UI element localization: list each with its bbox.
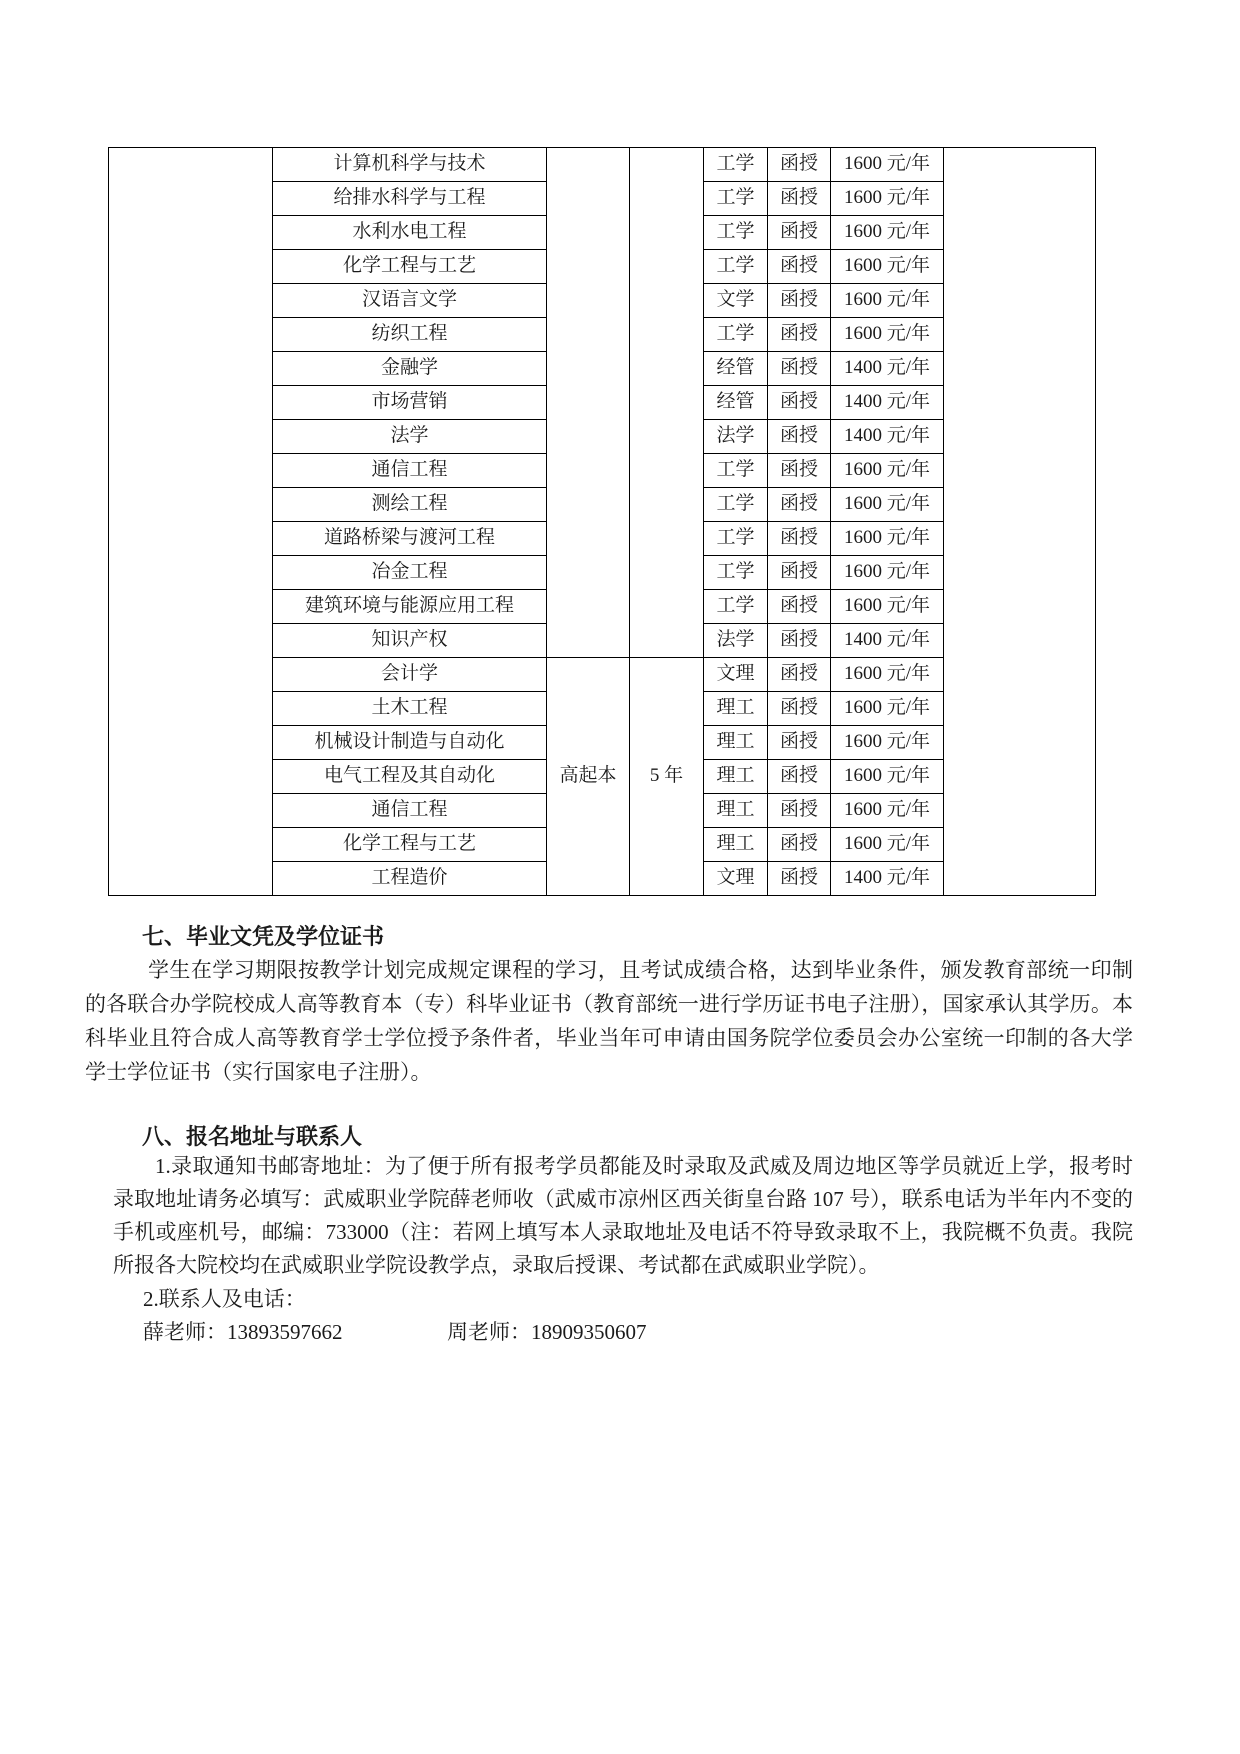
- study-form-cell: 函授: [768, 250, 831, 284]
- category-cell: 工学: [704, 148, 768, 182]
- fee-cell: 1600 元/年: [831, 148, 944, 182]
- study-form-cell: 函授: [768, 760, 831, 794]
- study-form-cell: 函授: [768, 284, 831, 318]
- study-form-cell: 函授: [768, 352, 831, 386]
- empty-right-cell: [944, 148, 1096, 896]
- fee-cell: 1600 元/年: [831, 590, 944, 624]
- study-form-cell: 函授: [768, 318, 831, 352]
- contact-phone-xue: 薛老师：13893597662: [143, 1320, 343, 1344]
- level-cell: [547, 148, 630, 658]
- category-cell: 工学: [704, 590, 768, 624]
- fee-cell: 1400 元/年: [831, 352, 944, 386]
- fee-cell: 1600 元/年: [831, 318, 944, 352]
- major-cell: 冶金工程: [273, 556, 547, 590]
- category-cell: 理工: [704, 692, 768, 726]
- duration-cell: [630, 148, 704, 658]
- major-cell: 土木工程: [273, 692, 547, 726]
- fee-cell: 1600 元/年: [831, 522, 944, 556]
- study-form-cell: 函授: [768, 488, 831, 522]
- category-cell: 理工: [704, 760, 768, 794]
- major-cell: 通信工程: [273, 794, 547, 828]
- study-form-cell: 函授: [768, 216, 831, 250]
- major-cell: 测绘工程: [273, 488, 547, 522]
- fee-cell: 1600 元/年: [831, 760, 944, 794]
- category-cell: 法学: [704, 420, 768, 454]
- fee-cell: 1400 元/年: [831, 420, 944, 454]
- study-form-cell: 函授: [768, 148, 831, 182]
- category-cell: 文理: [704, 658, 768, 692]
- category-cell: 工学: [704, 454, 768, 488]
- major-cell: 化学工程与工艺: [273, 828, 547, 862]
- fee-cell: 1600 元/年: [831, 250, 944, 284]
- section-7-paragraph: 学生在学习期限按教学计划完成规定课程的学习，且考试成绩合格，达到毕业条件，颁发教育部统一印制的各联合办学院校成人高等教育本（专）科毕业证书（教育部统一进行学历证书电子注册），国家承认其学历。本科毕业且符合成人高等教育学士学位授予条件者，毕业当年可申请由国务院学位委员会办公室统一印制的各大学学士学位证书（实行国家电子注册）。: [85, 958, 1133, 1084]
- fee-cell: 1400 元/年: [831, 386, 944, 420]
- category-cell: 工学: [704, 250, 768, 284]
- section-8-item-2: 2.联系人及电话：: [143, 1287, 306, 1311]
- section-8-item-1: 1.录取通知书邮寄地址：为了便于所有报考学员都能及时录取及武威及周边地区等学员就近上学，报考时录取地址请务必填写：武威职业学院薛老师收（武威市凉州区西关街皇台路 107 号），联系电话为半年内不变的手机或座机号，邮编：733000（注：若网上填写本人录取地址及电话不符导致录取不上，我院概不负责。我院所报各大院校均在武威职业学院设教学点，录取后授课、考试都在武威职业学院）。: [113, 1154, 1133, 1277]
- fee-cell: 1600 元/年: [831, 488, 944, 522]
- fee-cell: 1600 元/年: [831, 216, 944, 250]
- category-cell: 理工: [704, 828, 768, 862]
- study-form-cell: 函授: [768, 454, 831, 488]
- empty-left-cell: [109, 148, 273, 896]
- study-form-cell: 函授: [768, 590, 831, 624]
- major-cell: 会计学: [273, 658, 547, 692]
- major-cell: 计算机科学与技术: [273, 148, 547, 182]
- study-form-cell: 函授: [768, 182, 831, 216]
- study-form-cell: 函授: [768, 726, 831, 760]
- category-cell: 工学: [704, 522, 768, 556]
- major-cell: 通信工程: [273, 454, 547, 488]
- fee-cell: 1600 元/年: [831, 726, 944, 760]
- fee-cell: 1600 元/年: [831, 556, 944, 590]
- major-cell: 水利水电工程: [273, 216, 547, 250]
- major-cell: 金融学: [273, 352, 547, 386]
- major-cell: 工程造价: [273, 862, 547, 896]
- category-cell: 理工: [704, 726, 768, 760]
- fee-cell: 1400 元/年: [831, 862, 944, 896]
- contact-phone-zhou: 周老师：18909350607: [447, 1320, 647, 1344]
- major-cell: 汉语言文学: [273, 284, 547, 318]
- section-8-contacts: [143, 1316, 1133, 1349]
- study-form-cell: 函授: [768, 522, 831, 556]
- category-cell: 工学: [704, 182, 768, 216]
- major-cell: 电气工程及其自动化: [273, 760, 547, 794]
- fee-cell: 1600 元/年: [831, 454, 944, 488]
- fee-cell: 1600 元/年: [831, 828, 944, 862]
- category-cell: 经管: [704, 352, 768, 386]
- fee-cell: 1600 元/年: [831, 692, 944, 726]
- section-8-heading: 八、报名地址与联系人: [142, 1124, 363, 1149]
- major-cell: 道路桥梁与渡河工程: [273, 522, 547, 556]
- fee-cell: 1400 元/年: [831, 624, 944, 658]
- category-cell: 工学: [704, 556, 768, 590]
- majors-table: [108, 147, 1096, 896]
- major-cell: 法学: [273, 420, 547, 454]
- study-form-cell: 函授: [768, 828, 831, 862]
- study-form-cell: 函授: [768, 658, 831, 692]
- category-cell: 理工: [704, 794, 768, 828]
- major-cell: 市场营销: [273, 386, 547, 420]
- study-form-cell: 函授: [768, 862, 831, 896]
- fee-cell: 1600 元/年: [831, 182, 944, 216]
- category-cell: 法学: [704, 624, 768, 658]
- major-cell: 建筑环境与能源应用工程: [273, 590, 547, 624]
- category-cell: 文学: [704, 284, 768, 318]
- category-cell: 经管: [704, 386, 768, 420]
- major-cell: 机械设计制造与自动化: [273, 726, 547, 760]
- duration-cell: 5 年: [630, 658, 704, 896]
- study-form-cell: 函授: [768, 624, 831, 658]
- study-form-cell: 函授: [768, 556, 831, 590]
- category-cell: 工学: [704, 216, 768, 250]
- level-cell: 高起本: [547, 658, 630, 896]
- fee-cell: 1600 元/年: [831, 284, 944, 318]
- study-form-cell: 函授: [768, 386, 831, 420]
- study-form-cell: 函授: [768, 420, 831, 454]
- major-cell: 纺织工程: [273, 318, 547, 352]
- major-cell: 知识产权: [273, 624, 547, 658]
- study-form-cell: 函授: [768, 692, 831, 726]
- fee-cell: 1600 元/年: [831, 794, 944, 828]
- section-7-heading: 七、毕业文凭及学位证书: [142, 924, 385, 949]
- category-cell: 工学: [704, 318, 768, 352]
- category-cell: 工学: [704, 488, 768, 522]
- study-form-cell: 函授: [768, 794, 831, 828]
- major-cell: 给排水科学与工程: [273, 182, 547, 216]
- category-cell: 文理: [704, 862, 768, 896]
- fee-cell: 1600 元/年: [831, 658, 944, 692]
- table-row: [109, 148, 1096, 182]
- major-cell: 化学工程与工艺: [273, 250, 547, 284]
